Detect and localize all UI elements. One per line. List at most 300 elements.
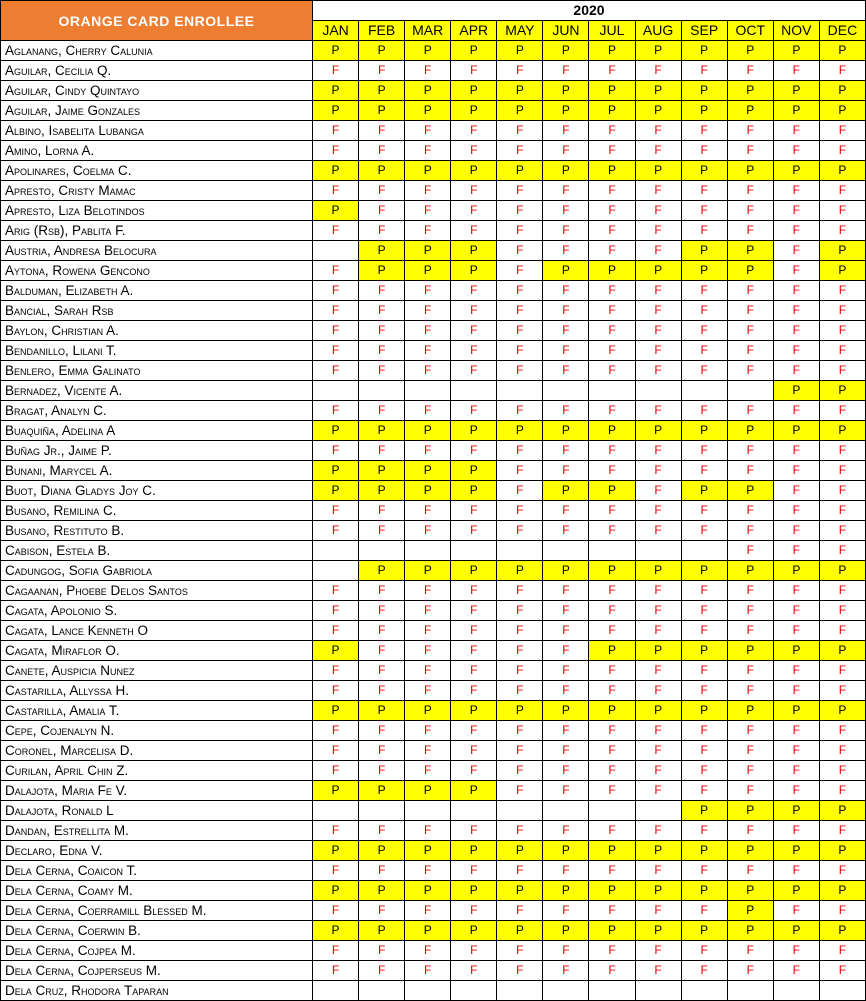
status-cell[interactable]: F (359, 321, 405, 341)
status-cell[interactable]: F (681, 301, 727, 321)
status-cell[interactable]: F (773, 601, 819, 621)
status-cell[interactable]: F (819, 821, 865, 841)
status-cell[interactable]: P (405, 241, 451, 261)
status-cell[interactable] (543, 801, 589, 821)
status-cell[interactable]: P (635, 561, 681, 581)
status-cell[interactable]: P (681, 101, 727, 121)
status-cell[interactable]: F (497, 681, 543, 701)
table-row[interactable] (1, 81, 866, 101)
status-cell[interactable] (681, 981, 727, 1001)
status-cell[interactable]: F (313, 401, 359, 421)
status-cell[interactable]: P (543, 921, 589, 941)
status-cell[interactable]: F (635, 341, 681, 361)
status-cell[interactable]: F (543, 901, 589, 921)
status-cell[interactable]: P (497, 81, 543, 101)
status-cell[interactable]: F (681, 861, 727, 881)
table-row[interactable] (1, 701, 866, 721)
enrollee-name[interactable]: Aglanang, Cherry Calunia (1, 41, 313, 61)
status-cell[interactable]: P (543, 701, 589, 721)
status-cell[interactable]: F (497, 601, 543, 621)
status-cell[interactable]: F (497, 401, 543, 421)
status-cell[interactable]: F (359, 661, 405, 681)
status-cell[interactable]: F (543, 201, 589, 221)
status-cell[interactable]: P (773, 161, 819, 181)
status-cell[interactable]: P (635, 701, 681, 721)
status-cell[interactable]: P (681, 841, 727, 861)
status-cell[interactable] (313, 241, 359, 261)
status-cell[interactable] (497, 981, 543, 1001)
status-cell[interactable]: F (635, 461, 681, 481)
status-cell[interactable]: F (359, 441, 405, 461)
status-cell[interactable]: F (313, 741, 359, 761)
status-cell[interactable]: F (451, 61, 497, 81)
table-row[interactable] (1, 161, 866, 181)
status-cell[interactable]: F (635, 601, 681, 621)
status-cell[interactable]: P (681, 701, 727, 721)
status-cell[interactable]: F (773, 901, 819, 921)
enrollee-name[interactable]: Dela Cerna, Coerwin B. (1, 921, 313, 941)
status-cell[interactable]: F (819, 661, 865, 681)
enrollee-name[interactable]: Dandan, Estrellita M. (1, 821, 313, 841)
status-cell[interactable]: F (451, 761, 497, 781)
status-cell[interactable]: F (313, 281, 359, 301)
table-row[interactable] (1, 561, 866, 581)
status-cell[interactable]: P (313, 161, 359, 181)
status-cell[interactable]: F (313, 341, 359, 361)
enrollee-name[interactable]: Dela Cerna, Cojperseus M. (1, 961, 313, 981)
status-cell[interactable]: F (313, 61, 359, 81)
status-cell[interactable]: P (773, 641, 819, 661)
status-cell[interactable]: F (497, 181, 543, 201)
status-cell[interactable] (451, 981, 497, 1001)
status-cell[interactable] (313, 801, 359, 821)
status-cell[interactable]: F (681, 121, 727, 141)
status-cell[interactable]: F (405, 181, 451, 201)
enrollee-name[interactable]: Austria, Andresa Belocura (1, 241, 313, 261)
status-cell[interactable] (635, 801, 681, 821)
status-cell[interactable] (773, 981, 819, 1001)
status-cell[interactable]: P (405, 481, 451, 501)
status-cell[interactable]: F (819, 481, 865, 501)
status-cell[interactable]: F (313, 361, 359, 381)
enrollee-name[interactable]: Cagata, Lance Kenneth O (1, 621, 313, 641)
status-cell[interactable]: F (313, 681, 359, 701)
status-cell[interactable]: P (497, 701, 543, 721)
status-cell[interactable]: P (497, 101, 543, 121)
status-cell[interactable]: F (451, 901, 497, 921)
table-row[interactable] (1, 901, 866, 921)
table-row[interactable] (1, 101, 866, 121)
status-cell[interactable] (359, 981, 405, 1001)
status-cell[interactable]: F (405, 201, 451, 221)
status-cell[interactable]: F (451, 581, 497, 601)
status-cell[interactable]: P (359, 921, 405, 941)
status-cell[interactable]: F (681, 741, 727, 761)
status-cell[interactable]: F (313, 761, 359, 781)
status-cell[interactable]: F (727, 441, 773, 461)
table-row[interactable] (1, 861, 866, 881)
status-cell[interactable]: F (635, 181, 681, 201)
status-cell[interactable]: P (451, 481, 497, 501)
status-cell[interactable]: P (359, 461, 405, 481)
status-cell[interactable]: F (773, 241, 819, 261)
status-cell[interactable]: F (543, 941, 589, 961)
enrollee-name[interactable]: Amino, Lorna A. (1, 141, 313, 161)
enrollee-name[interactable]: Benlero, Emma Galinato (1, 361, 313, 381)
enrollee-name[interactable]: Cagata, Miraflor O. (1, 641, 313, 661)
status-cell[interactable] (405, 801, 451, 821)
status-cell[interactable]: P (635, 641, 681, 661)
status-cell[interactable]: F (635, 441, 681, 461)
status-cell[interactable]: F (727, 361, 773, 381)
status-cell[interactable]: F (313, 221, 359, 241)
status-cell[interactable]: F (773, 121, 819, 141)
status-cell[interactable]: F (773, 761, 819, 781)
status-cell[interactable]: P (451, 461, 497, 481)
status-cell[interactable]: F (543, 61, 589, 81)
status-cell[interactable]: P (727, 901, 773, 921)
status-cell[interactable]: F (589, 661, 635, 681)
status-cell[interactable]: F (405, 961, 451, 981)
status-cell[interactable]: P (681, 881, 727, 901)
status-cell[interactable]: F (819, 221, 865, 241)
status-cell[interactable] (635, 541, 681, 561)
status-cell[interactable]: F (543, 141, 589, 161)
status-cell[interactable]: F (727, 541, 773, 561)
status-cell[interactable]: F (543, 661, 589, 681)
status-cell[interactable]: F (773, 301, 819, 321)
table-row[interactable] (1, 721, 866, 741)
status-cell[interactable] (543, 981, 589, 1001)
status-cell[interactable]: F (405, 221, 451, 241)
enrollee-name[interactable]: Balduman, Elizabeth A. (1, 281, 313, 301)
status-cell[interactable]: F (681, 181, 727, 201)
status-cell[interactable]: P (405, 561, 451, 581)
status-cell[interactable]: P (589, 641, 635, 661)
status-cell[interactable]: F (451, 401, 497, 421)
status-cell[interactable]: F (543, 861, 589, 881)
status-cell[interactable]: F (451, 341, 497, 361)
status-cell[interactable]: F (589, 501, 635, 521)
status-cell[interactable]: P (405, 161, 451, 181)
enrollee-name[interactable]: Bunani, Marycel A. (1, 461, 313, 481)
status-cell[interactable]: F (589, 521, 635, 541)
status-cell[interactable]: F (819, 341, 865, 361)
status-cell[interactable]: F (727, 861, 773, 881)
status-cell[interactable]: F (405, 501, 451, 521)
status-cell[interactable]: P (451, 781, 497, 801)
status-cell[interactable]: F (773, 361, 819, 381)
status-cell[interactable]: F (681, 821, 727, 841)
status-cell[interactable]: F (589, 181, 635, 201)
status-cell[interactable]: F (313, 181, 359, 201)
status-cell[interactable]: F (635, 501, 681, 521)
status-cell[interactable]: P (819, 101, 865, 121)
status-cell[interactable]: F (359, 61, 405, 81)
status-cell[interactable] (451, 381, 497, 401)
table-row[interactable] (1, 621, 866, 641)
status-cell[interactable]: F (819, 621, 865, 641)
table-row[interactable] (1, 281, 866, 301)
status-cell[interactable]: F (727, 521, 773, 541)
status-cell[interactable]: F (497, 521, 543, 541)
status-cell[interactable]: F (497, 481, 543, 501)
status-cell[interactable]: F (635, 661, 681, 681)
status-cell[interactable]: P (635, 41, 681, 61)
status-cell[interactable]: F (497, 361, 543, 381)
status-cell[interactable]: P (819, 161, 865, 181)
status-cell[interactable]: F (543, 621, 589, 641)
status-cell[interactable]: F (313, 861, 359, 881)
status-cell[interactable]: P (589, 161, 635, 181)
status-cell[interactable]: P (497, 561, 543, 581)
enrollee-name[interactable]: Dela Cerna, Coaicon T. (1, 861, 313, 881)
status-cell[interactable] (727, 381, 773, 401)
status-cell[interactable]: F (405, 861, 451, 881)
status-cell[interactable]: F (727, 601, 773, 621)
status-cell[interactable]: P (543, 481, 589, 501)
status-cell[interactable]: P (589, 561, 635, 581)
status-cell[interactable]: F (819, 541, 865, 561)
status-cell[interactable]: P (773, 421, 819, 441)
status-cell[interactable]: F (635, 741, 681, 761)
status-cell[interactable]: F (359, 281, 405, 301)
status-cell[interactable]: F (727, 821, 773, 841)
status-cell[interactable]: F (543, 501, 589, 521)
status-cell[interactable]: P (359, 81, 405, 101)
status-cell[interactable]: P (497, 921, 543, 941)
status-cell[interactable] (819, 981, 865, 1001)
status-cell[interactable]: F (451, 501, 497, 521)
status-cell[interactable]: F (405, 661, 451, 681)
status-cell[interactable]: P (773, 561, 819, 581)
status-cell[interactable]: P (681, 241, 727, 261)
status-cell[interactable]: F (635, 721, 681, 741)
status-cell[interactable]: F (727, 61, 773, 81)
status-cell[interactable]: F (543, 461, 589, 481)
status-cell[interactable]: F (635, 941, 681, 961)
status-cell[interactable] (313, 381, 359, 401)
status-cell[interactable]: F (497, 861, 543, 881)
enrollee-name[interactable]: Arig (Rsb), Pablita F. (1, 221, 313, 241)
status-cell[interactable]: P (313, 841, 359, 861)
status-cell[interactable]: F (543, 221, 589, 241)
status-cell[interactable]: F (543, 961, 589, 981)
status-cell[interactable]: P (405, 261, 451, 281)
status-cell[interactable] (497, 541, 543, 561)
table-row[interactable] (1, 241, 866, 261)
status-cell[interactable]: F (543, 741, 589, 761)
status-cell[interactable]: P (313, 101, 359, 121)
status-cell[interactable]: F (589, 761, 635, 781)
status-cell[interactable]: F (543, 821, 589, 841)
status-cell[interactable]: F (727, 741, 773, 761)
status-cell[interactable]: P (405, 41, 451, 61)
status-cell[interactable]: P (635, 261, 681, 281)
status-cell[interactable]: F (635, 861, 681, 881)
status-cell[interactable]: F (727, 281, 773, 301)
status-cell[interactable]: F (497, 321, 543, 341)
status-cell[interactable]: F (543, 401, 589, 421)
status-cell[interactable]: F (589, 621, 635, 641)
status-cell[interactable]: F (313, 501, 359, 521)
status-cell[interactable]: P (589, 701, 635, 721)
status-cell[interactable]: P (313, 881, 359, 901)
status-cell[interactable]: F (451, 961, 497, 981)
status-cell[interactable]: P (405, 781, 451, 801)
status-cell[interactable]: F (589, 141, 635, 161)
status-cell[interactable]: F (451, 221, 497, 241)
status-cell[interactable] (497, 381, 543, 401)
table-row[interactable] (1, 441, 866, 461)
status-cell[interactable] (635, 981, 681, 1001)
status-cell[interactable]: F (727, 141, 773, 161)
table-row[interactable] (1, 61, 866, 81)
status-cell[interactable]: F (589, 321, 635, 341)
status-cell[interactable]: P (727, 801, 773, 821)
status-cell[interactable]: F (497, 121, 543, 141)
status-cell[interactable]: P (543, 881, 589, 901)
status-cell[interactable]: F (589, 221, 635, 241)
status-cell[interactable]: F (819, 301, 865, 321)
status-cell[interactable] (681, 381, 727, 401)
status-cell[interactable]: F (359, 961, 405, 981)
status-cell[interactable] (635, 381, 681, 401)
status-cell[interactable]: F (773, 741, 819, 761)
status-cell[interactable]: F (773, 941, 819, 961)
status-cell[interactable]: F (405, 741, 451, 761)
status-cell[interactable]: P (589, 41, 635, 61)
status-cell[interactable]: F (727, 621, 773, 641)
status-cell[interactable]: F (589, 201, 635, 221)
status-cell[interactable]: P (681, 81, 727, 101)
status-cell[interactable]: F (681, 681, 727, 701)
table-row[interactable] (1, 361, 866, 381)
status-cell[interactable]: F (405, 521, 451, 541)
status-cell[interactable]: F (773, 501, 819, 521)
status-cell[interactable]: F (819, 681, 865, 701)
enrollee-name[interactable]: Buot, Diana Gladys Joy C. (1, 481, 313, 501)
enrollee-name[interactable]: Buaquiña, Adelina A (1, 421, 313, 441)
status-cell[interactable]: P (773, 921, 819, 941)
status-cell[interactable]: P (359, 561, 405, 581)
status-cell[interactable]: F (451, 821, 497, 841)
status-cell[interactable]: P (451, 261, 497, 281)
status-cell[interactable]: F (405, 441, 451, 461)
status-cell[interactable]: F (773, 201, 819, 221)
table-row[interactable] (1, 181, 866, 201)
status-cell[interactable] (405, 981, 451, 1001)
status-cell[interactable]: F (313, 621, 359, 641)
enrollee-name[interactable]: Cagata, Apolonio S. (1, 601, 313, 621)
status-cell[interactable]: F (543, 521, 589, 541)
status-cell[interactable]: F (589, 861, 635, 881)
status-cell[interactable]: F (635, 901, 681, 921)
status-cell[interactable]: F (543, 181, 589, 201)
status-cell[interactable]: F (359, 941, 405, 961)
status-cell[interactable]: F (727, 321, 773, 341)
enrollee-name[interactable]: Buñag Jr., Jaime P. (1, 441, 313, 461)
enrollee-name[interactable]: Declaro, Edna V. (1, 841, 313, 861)
status-cell[interactable]: F (543, 121, 589, 141)
status-cell[interactable]: F (635, 781, 681, 801)
status-cell[interactable]: F (773, 441, 819, 461)
status-cell[interactable] (359, 381, 405, 401)
status-cell[interactable]: F (497, 761, 543, 781)
status-cell[interactable]: F (543, 781, 589, 801)
status-cell[interactable]: F (359, 601, 405, 621)
status-cell[interactable]: P (819, 241, 865, 261)
status-cell[interactable]: F (819, 781, 865, 801)
status-cell[interactable] (589, 981, 635, 1001)
status-cell[interactable]: F (773, 861, 819, 881)
status-cell[interactable]: F (543, 761, 589, 781)
enrollee-name[interactable]: Canete, Auspicia Nunez (1, 661, 313, 681)
status-cell[interactable]: F (635, 241, 681, 261)
status-cell[interactable]: F (819, 521, 865, 541)
enrollee-name[interactable]: Dela Cerna, Coamy M. (1, 881, 313, 901)
status-cell[interactable]: F (773, 961, 819, 981)
status-cell[interactable]: F (405, 641, 451, 661)
table-row[interactable] (1, 801, 866, 821)
enrollee-name[interactable]: Apolinares, Coelma C. (1, 161, 313, 181)
status-cell[interactable]: F (451, 741, 497, 761)
status-cell[interactable]: P (497, 421, 543, 441)
status-cell[interactable]: F (589, 341, 635, 361)
status-cell[interactable]: F (497, 501, 543, 521)
status-cell[interactable]: F (359, 201, 405, 221)
table-row[interactable] (1, 781, 866, 801)
status-cell[interactable] (313, 981, 359, 1001)
status-cell[interactable]: F (727, 721, 773, 741)
status-cell[interactable]: F (773, 181, 819, 201)
status-cell[interactable]: F (635, 361, 681, 381)
enrollee-name[interactable]: Bragat, Analyn C. (1, 401, 313, 421)
table-row[interactable] (1, 681, 866, 701)
status-cell[interactable]: P (359, 701, 405, 721)
status-cell[interactable]: F (405, 121, 451, 141)
status-cell[interactable] (589, 541, 635, 561)
status-cell[interactable]: F (589, 301, 635, 321)
status-cell[interactable]: P (405, 101, 451, 121)
status-cell[interactable]: P (451, 41, 497, 61)
status-cell[interactable]: F (497, 641, 543, 661)
status-cell[interactable]: F (405, 901, 451, 921)
status-cell[interactable]: F (359, 621, 405, 641)
status-cell[interactable]: P (589, 101, 635, 121)
status-cell[interactable]: P (543, 841, 589, 861)
status-cell[interactable]: P (773, 101, 819, 121)
status-cell[interactable]: F (773, 401, 819, 421)
status-cell[interactable]: P (635, 81, 681, 101)
status-cell[interactable]: F (405, 281, 451, 301)
status-cell[interactable]: F (451, 641, 497, 661)
status-cell[interactable]: F (727, 661, 773, 681)
table-row[interactable] (1, 481, 866, 501)
status-cell[interactable]: P (313, 201, 359, 221)
table-row[interactable] (1, 741, 866, 761)
enrollee-name[interactable]: Aguilar, Cindy Quintayo (1, 81, 313, 101)
table-row[interactable] (1, 581, 866, 601)
status-cell[interactable]: F (497, 901, 543, 921)
status-cell[interactable]: F (359, 361, 405, 381)
status-cell[interactable]: F (497, 261, 543, 281)
status-cell[interactable]: F (727, 221, 773, 241)
table-row[interactable] (1, 341, 866, 361)
status-cell[interactable]: P (773, 801, 819, 821)
status-cell[interactable]: F (635, 141, 681, 161)
status-cell[interactable]: F (681, 781, 727, 801)
